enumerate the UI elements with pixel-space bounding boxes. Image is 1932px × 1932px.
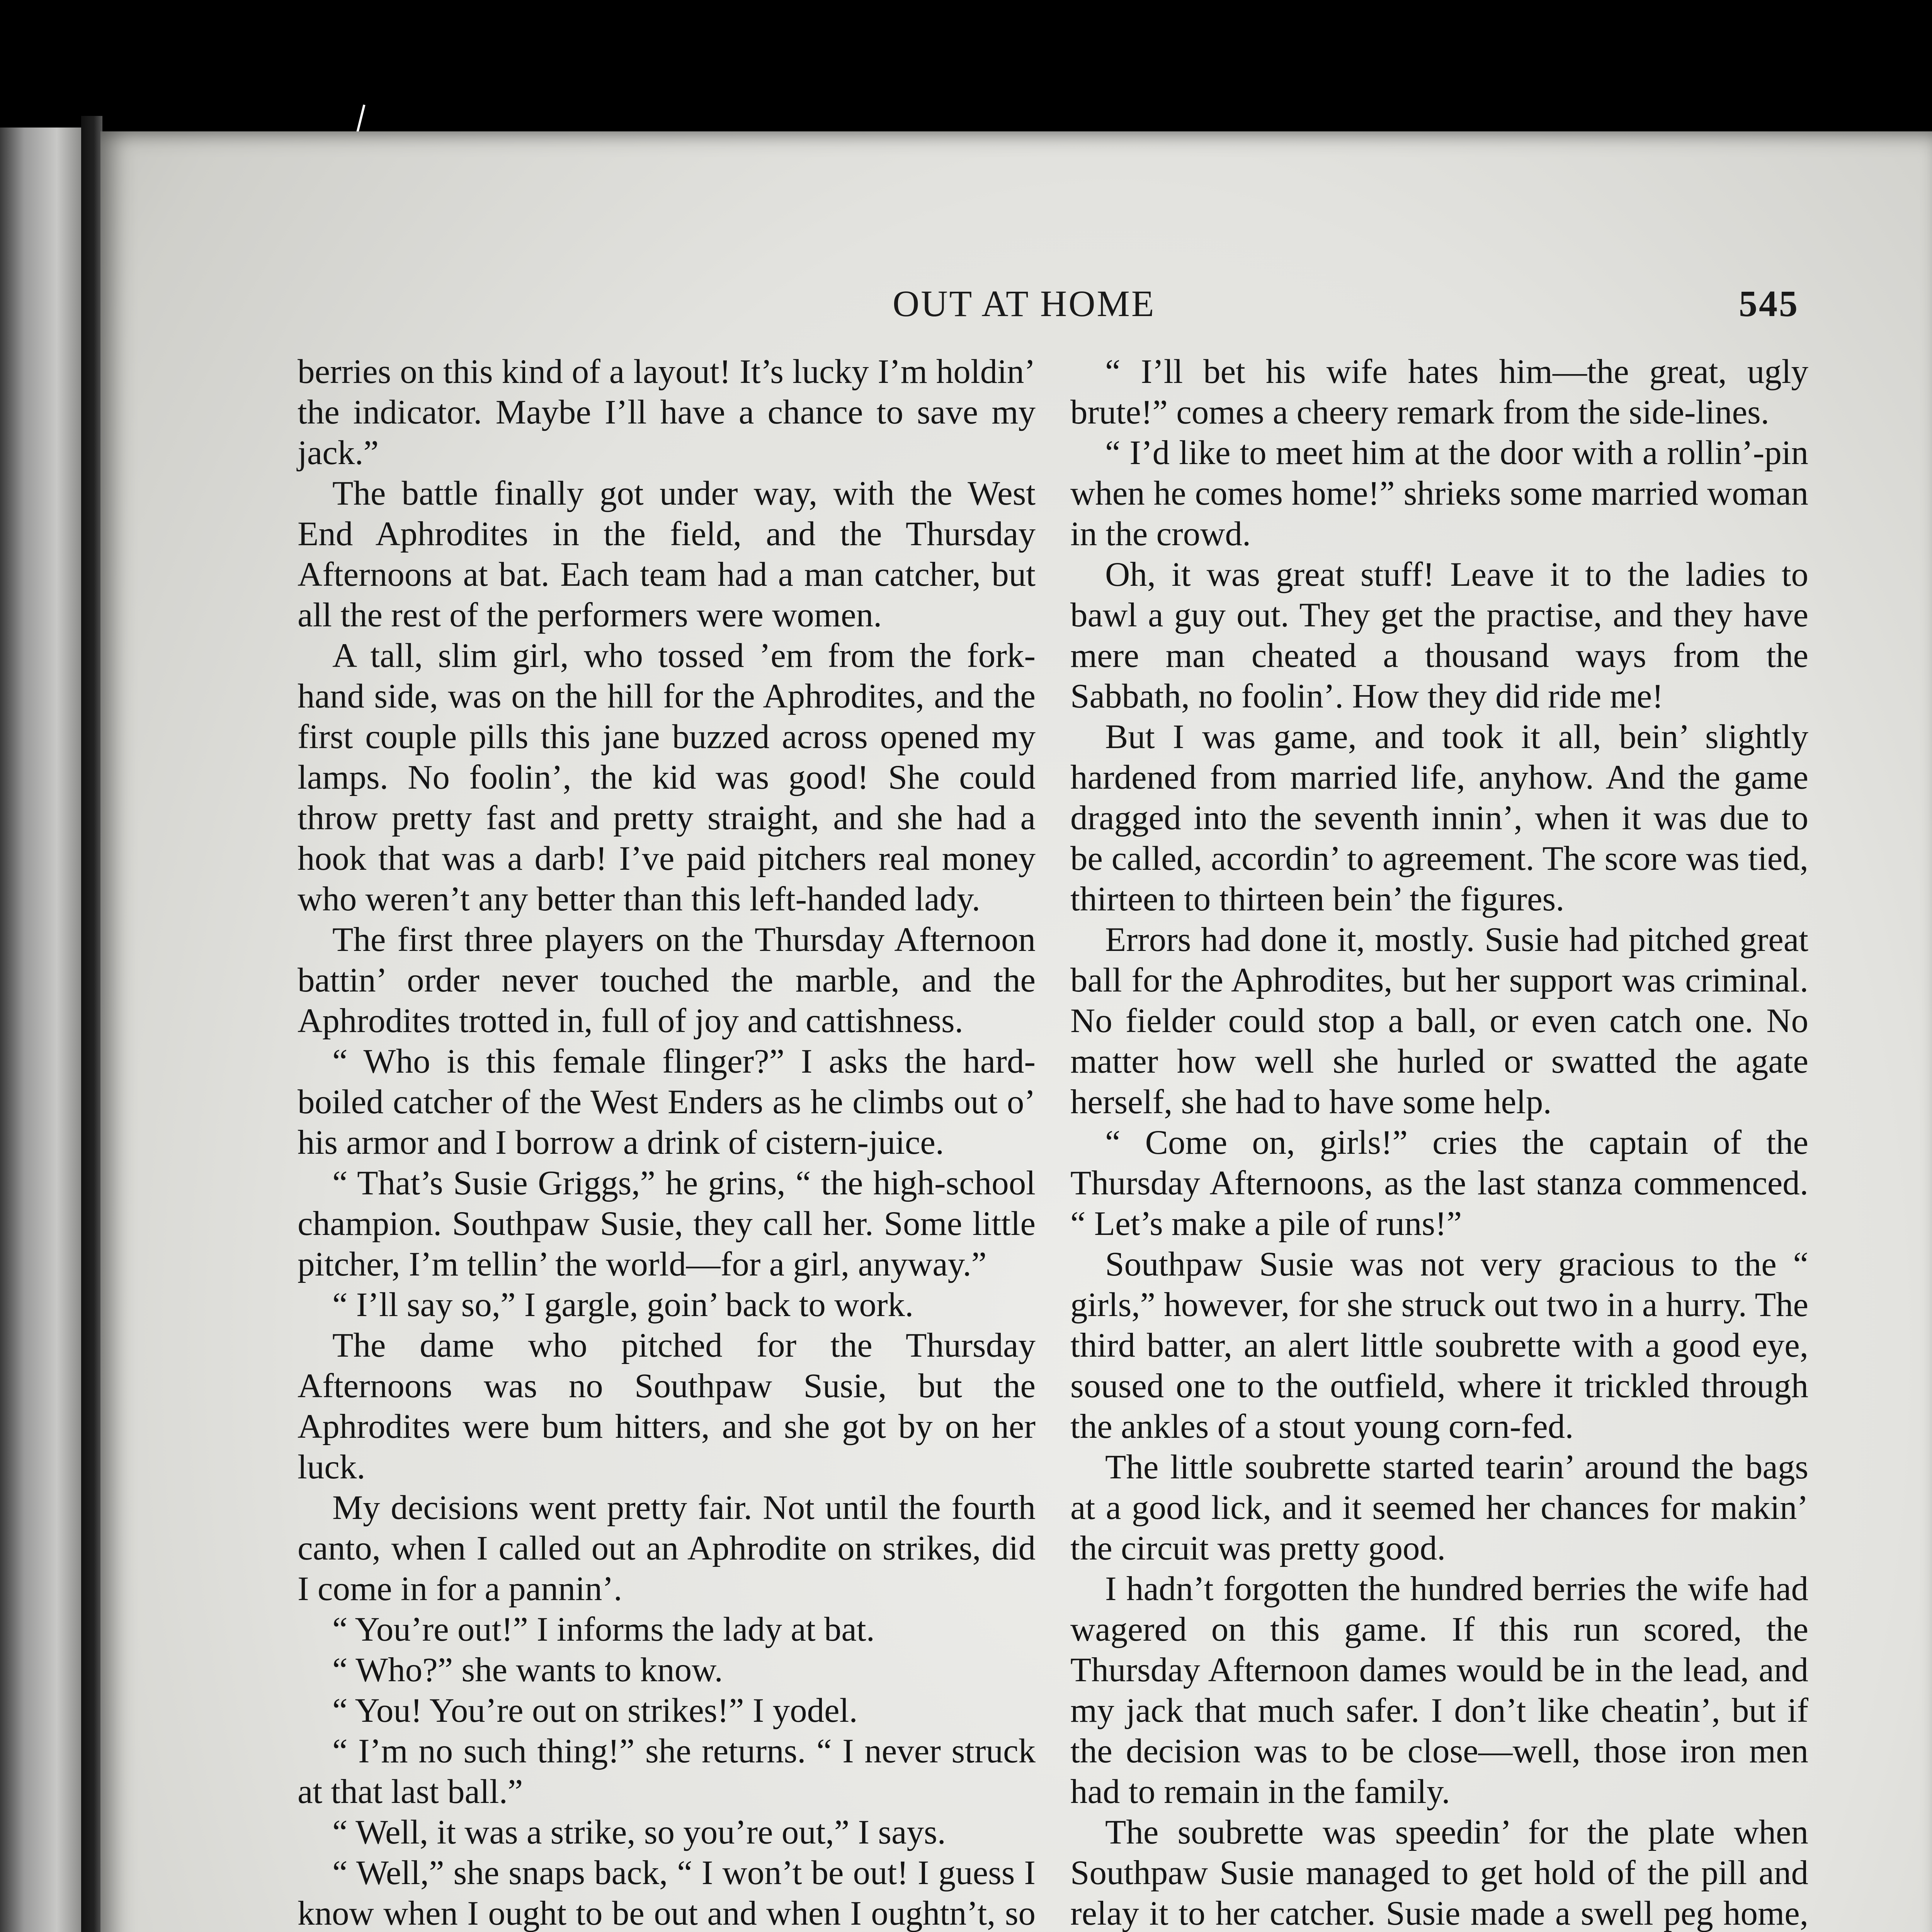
- paragraph: Southpaw Susie was not very gracious to the “ girls,” however, for she struck out two in a hurry. The third batter, an alert little soubrette with a good eye, soused one to the outfield, where it trickled through the ankles of a stout young corn-fed.: [1070, 1245, 1808, 1446]
- paragraph: “ Who?” she wants to know.: [332, 1651, 723, 1689]
- paragraph: Errors had done it, mostly. Susie had pitched great ball for the Aphrodites, but her support was criminal. No fielder could stop a ball, or even catch one. No matter how well she hurled or swatted the agate herself, she had to have some help.: [1070, 921, 1808, 1121]
- paragraph: “ I’m no such thing!” she returns. “ I never struck at that last ball.”: [298, 1732, 1036, 1811]
- scan-speck: [355, 104, 365, 135]
- page-number: 545: [1739, 283, 1799, 324]
- book-page: [100, 131, 1932, 1932]
- paragraph: I hadn’t forgotten the hundred berries the wife had wagered on this game. If this run scored, the Thursday Afternoon dames would be in the lead, and my jack that much safer. I don’t like cheatin’, but if the decision was to be close—well, those iron men had to remain in the family.: [1070, 1570, 1808, 1811]
- paragraph: The soubrette was speedin’ for the plate when Southpaw Susie managed to get hold of the pill and relay it to her catcher. Susie made a swell peg home,: [1070, 1813, 1808, 1932]
- paragraph: The little soubrette started tearin’ around the bags at a good lick, and it seemed her chances for makin’ the circuit was pretty good.: [1070, 1448, 1808, 1567]
- text-column-left: [298, 352, 1036, 1932]
- paragraph: “ You’re out!” I informs the lady at bat.: [332, 1611, 875, 1648]
- paragraph: My decisions went pretty fair. Not until the fourth canto, when I called out an Aphrodite on strikes, did I come in for a pannin’.: [298, 1489, 1036, 1608]
- paragraph: Oh, it was great stuff! Leave it to the ladies to bawl a guy out. They get the practise, and they have mere man cheated a thousand ways from the Sabbath, no foolin’. How they did ride me!: [1070, 556, 1808, 715]
- paragraph: “ I’ll bet his wife hates him—the great, ugly brute!” comes a cheery remark from the side-lines.: [1070, 353, 1808, 431]
- paragraph: The battle finally got under way, with the West End Aphrodites in the field, and the Thursday Afternoons at bat. Each team had a man catcher, but all the rest of the performers were women.: [298, 474, 1036, 634]
- paragraph: “ I’ll say so,” I gargle, goin’ back to work.: [332, 1286, 914, 1324]
- paragraph: The first three players on the Thursday Afternoon battin’ order never touched the marble, and the Aphrodites trotted in, full of joy and cattishness.: [298, 921, 1036, 1040]
- paragraph: “ Who is this female flinger?” I asks the hard-boiled catcher of the West Enders as he climbs out o’ his armor and I borrow a drink of cistern-juice.: [298, 1043, 1036, 1162]
- paragraph: A tall, slim girl, who tossed ’em from the fork-hand side, was on the hill for the Aphrodites, and the first couple pills this jane buzzed across opened my lamps. No foolin’, the kid was good! She could throw pretty fast and pretty straight, and she had a hook that was a darb! I’ve paid pitchers real money who weren’t any better than this left-handed lady.: [298, 637, 1036, 918]
- paragraph: berries on this kind of a layout! It’s lucky I’m holdin’ the indicator. Maybe I’ll have a chance to save my jack.”: [298, 353, 1036, 472]
- paragraph: “ I’d like to meet him at the door with a rollin’-pin when he comes home!” shrieks some married woman in the crowd.: [1070, 434, 1808, 553]
- paragraph: “ You! You’re out on strikes!” I yodel.: [332, 1692, 858, 1730]
- paragraph: “ That’s Susie Griggs,” he grins, “ the high-school champion. Southpaw Susie, they call her. Some little pitcher, I’m tellin’ the world—for a girl, anyway.”: [298, 1164, 1036, 1283]
- facing-page-edge: [0, 128, 81, 1932]
- book-gutter: [81, 116, 102, 1932]
- paragraph: But I was game, and took it all, bein’ slightly hardened from married life, anyhow. And the game dragged into the seventh innin’, when it was due to be called, accordin’ to agreement. The score was tied, thirteen to thirteen bein’ the figures.: [1070, 718, 1808, 918]
- paragraph: “ Well, it was a strike, so you’re out,” I says.: [332, 1813, 946, 1851]
- running-head-title: OUT AT HOME: [893, 283, 1156, 324]
- paragraph: “ Come on, girls!” cries the captain of the Thursday Afternoons, as the last stanza commenced. “ Let’s make a pile of runs!”: [1070, 1124, 1808, 1243]
- paragraph: “ Well,” she snaps back, “ I won’t be out! I guess I know when I ought to be out and when I oughtn’t, so: [298, 1854, 1036, 1932]
- text-column-right: [1070, 352, 1808, 1932]
- paragraph: The dame who pitched for the Thursday Afternoons was no Southpaw Susie, but the Aphrodites were bum hitters, and she got by on her luck.: [298, 1327, 1036, 1486]
